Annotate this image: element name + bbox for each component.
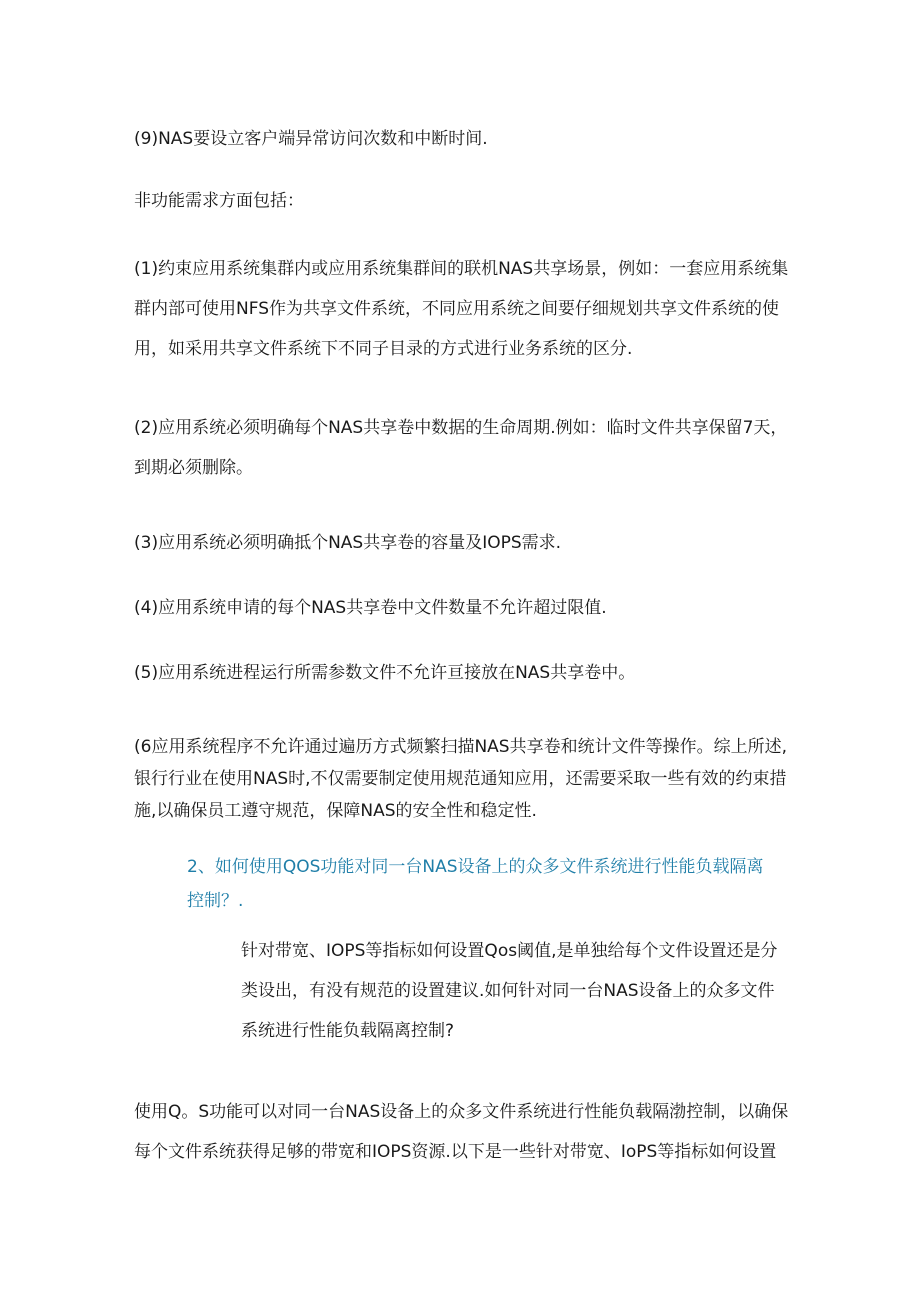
question-body-line: 系统进行性能负载隔离控制? [241, 1021, 455, 1041]
nonfunctional-intro [134, 184, 794, 218]
requirement-6-line: 银行行业在使用NAS时,不仅需要制定使用规范通知应用，还需要采取一些有效的约束措 [134, 769, 787, 789]
item-9-text: (9)NAS要设立客户端异常访问次数和中断时间. [134, 129, 488, 149]
item-9 [134, 122, 794, 156]
requirement-2-line: 到期必须删除。 [134, 458, 253, 478]
requirement-1-line: 用，如采用共享文件系统下不同子目录的方式进行业务系统的区分. [134, 339, 633, 359]
requirement-6-line: 施,以确保员工遵守规范，保障NAS的安全性和稳定性. [134, 801, 537, 821]
requirement-5-text: (5)应用系统进程运行所需参数文件不允许亘接放在NAS共享卷中。 [134, 663, 636, 683]
requirement-6-line: (6应用系统程序不允许通过遍历方式频繁扫描NAS共享卷和统计文件等操作。综上所述, [134, 737, 787, 757]
question-heading-line: 2、如何使用QOS功能对同一台NAS设备上的众多文件系统进行性能负载隔离 [187, 857, 764, 877]
requirement-4-text: (4)应用系统申请的每个NAS共享卷中文件数量不允许超过限值. [134, 598, 607, 618]
requirement-1-line: 群内部可使用NFS作为共享文件系统，不同应用系统之间要仔细规划共享文件系统的使 [134, 299, 779, 319]
requirement-6 [134, 731, 794, 827]
question-body [241, 931, 801, 1051]
requirement-3-text: (3)应用系统必须明确抵个NAS共享卷的容量及IOPS需求. [134, 533, 562, 553]
requirement-1-line: (1)约束应用系统集群内或应用系统集群间的联机NAS共享场景，例如：一套应用系统集 [134, 259, 789, 279]
requirement-2 [134, 408, 794, 488]
requirement-2-line: (2)应用系统必须明确每个NAS共享卷中数据的生命周期.例如：临时文件共享保留7天， [134, 418, 788, 438]
answer-paragraph [134, 1092, 794, 1172]
requirement-4 [134, 591, 794, 625]
answer-line: 使用Q。S功能可以对同一台NAS设备上的众多文件系统进行性能负载隔渤控制，以确保 [134, 1102, 789, 1122]
question-body-line: 针对带宽、IOPS等指标如何设置Qos阈值,是单独给每个文件设置还是分 [241, 941, 778, 961]
answer-line: 每个文件系统获得足够的带宽和IOPS资源.以下是一些针对带宽、IoPS等指标如何设置 [134, 1142, 777, 1162]
question-heading-line: 控制？. [187, 891, 244, 911]
question-heading [187, 850, 787, 918]
requirement-1 [134, 249, 794, 369]
requirement-5 [134, 656, 794, 690]
requirement-3 [134, 526, 794, 560]
question-body-line: 类设出，有没有规范的设置建议.如何针对同一台NAS设备上的众多文件 [241, 981, 775, 1001]
nonfunctional-intro-text: 非功能需求方面包括： [134, 191, 304, 211]
